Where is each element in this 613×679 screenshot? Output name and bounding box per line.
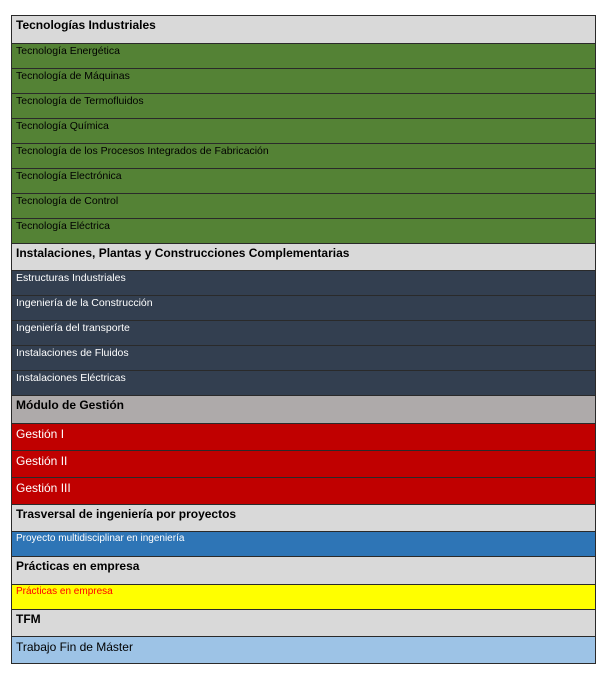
- group-header-instalaciones: Instalaciones, Plantas y Construcciones Complementarias: [12, 244, 595, 271]
- course-row: Tecnología Energética: [12, 44, 595, 69]
- course-table: [11, 15, 596, 664]
- course-row: Tecnología Eléctrica: [12, 219, 595, 244]
- course-row: Ingeniería del transporte: [12, 321, 595, 346]
- course-row: Proyecto multidisciplinar en ingeniería: [12, 532, 595, 557]
- course-row: Tecnología de Máquinas: [12, 69, 595, 94]
- course-row: Gestión I: [12, 424, 595, 451]
- course-row: Tecnología de Control: [12, 194, 595, 219]
- group-header-tecnologias-industriales: Tecnologías Industriales: [12, 16, 595, 44]
- course-row: Tecnología Electrónica: [12, 169, 595, 194]
- course-row: Gestión II: [12, 451, 595, 478]
- course-row: Gestión III: [12, 478, 595, 505]
- course-row: Instalaciones de Fluidos: [12, 346, 595, 371]
- group-header-practicas: Prácticas en empresa: [12, 557, 595, 585]
- course-row: Tecnología de Termofluidos: [12, 94, 595, 119]
- course-row: Tecnología Química: [12, 119, 595, 144]
- group-header-trasversal: Trasversal de ingeniería por proyectos: [12, 505, 595, 532]
- course-row: Prácticas en empresa: [12, 585, 595, 610]
- group-header-modulo-gestion: Módulo de Gestión: [12, 396, 595, 424]
- course-row: Instalaciones Eléctricas: [12, 371, 595, 396]
- course-row: Trabajo Fin de Máster: [12, 637, 595, 664]
- course-row: Tecnología de los Procesos Integrados de Fabricación: [12, 144, 595, 169]
- course-row: Ingeniería de la Construcción: [12, 296, 595, 321]
- course-row: Estructuras Industriales: [12, 271, 595, 296]
- group-header-tfm: TFM: [12, 610, 595, 637]
